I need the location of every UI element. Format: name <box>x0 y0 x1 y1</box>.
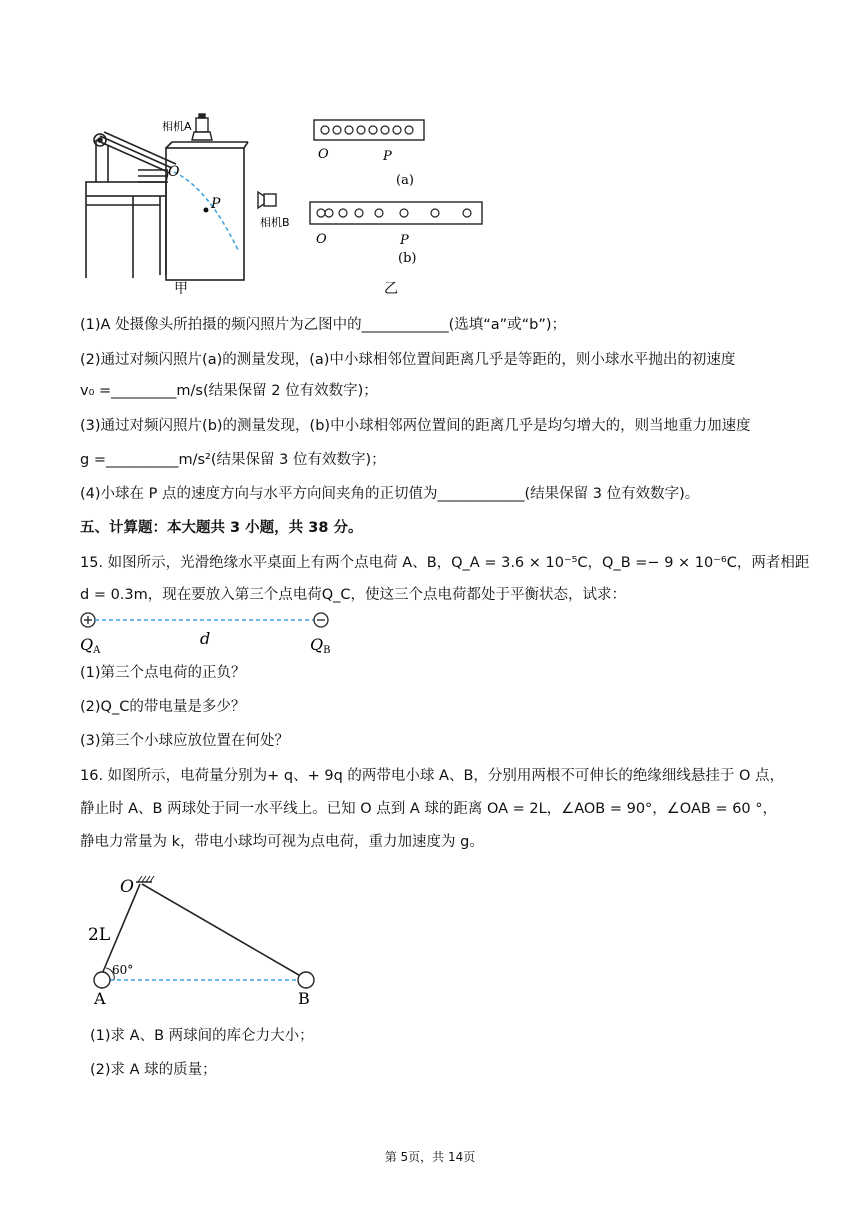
svg-text:A: A <box>94 989 106 1008</box>
figure-projectile-apparatus <box>78 110 498 300</box>
section-heading: 五、计算题：本大题共 3 小题，共 38 分。 <box>80 520 363 536</box>
q16-part2: (2)求 A 球的质量； <box>90 1062 217 1078</box>
page-number: 第 5页，共 14页 <box>384 1150 476 1164</box>
camera-a-label: 相机A <box>162 120 192 133</box>
svg-text:60°: 60° <box>112 963 134 977</box>
q14-part4: (4)小球在 P 点的速度方向与水平方向间夹角的正切值为____________(结果保留 3 位有效数字)。 <box>80 486 700 502</box>
svg-text:相机B: 相机B <box>260 216 290 229</box>
q15-line1: 15. 如图所示，光滑绝缘水平桌面上有两个点电荷 A、B，Q_A = 3.6 × 10⁻⁵C，Q_B =− 9 × 10⁻⁶C，两者相距 <box>80 555 810 571</box>
q14-part2-line2: v₀ =_________m/s(结果保留 2 位有效数字)； <box>80 383 378 399</box>
svg-text:乙: 乙 <box>384 281 398 297</box>
svg-text:P: P <box>211 196 221 212</box>
camera-b-icon <box>258 192 276 208</box>
svg-text:O: O <box>120 877 134 897</box>
figure-suspended-balls <box>84 868 324 1010</box>
svg-text:P: P <box>400 233 409 248</box>
svg-text:O: O <box>168 164 180 180</box>
q15-part1: (1)第三个点电荷的正负？ <box>80 665 246 681</box>
q14-part1: (1)A 处摄像头所拍摄的频闪照片为乙图中的____________(选填“a”或“b”)； <box>80 317 567 333</box>
q15-line2: d = 0.3m，现在要放入第三个点电荷Q_C，使这三个点电荷都处于平衡状态，试求： <box>80 587 627 603</box>
q16-line2: 静止时 A、B 两球处于同一水平线上。已知 O 点到 A 球的距离 OA = 2L，∠AOB = 90°，∠OAB = 60 °， <box>80 801 778 817</box>
svg-text:d: d <box>200 629 211 648</box>
camera-a-icon <box>192 114 212 140</box>
svg-text:甲: 甲 <box>174 281 188 297</box>
svg-text:O: O <box>318 147 329 162</box>
svg-text:QB: QB <box>310 635 331 656</box>
q16-line3: 静电力常量为 k，带电小球均可视为点电荷，重力加速度为 g。 <box>80 834 484 850</box>
svg-text:P: P <box>383 149 392 164</box>
q16-part1: (1)求 A、B 两球间的库仑力大小； <box>90 1028 314 1044</box>
svg-text:2L: 2L <box>88 925 111 945</box>
q15-part2: (2)Q_C的带电量是多少？ <box>80 699 246 715</box>
svg-text:B: B <box>298 989 310 1008</box>
svg-text:QA: QA <box>80 635 101 656</box>
q15-part3: (3)第三个小球应放位置在何处？ <box>80 733 290 749</box>
q14-part3-line2: g =__________m/s²(结果保留 3 位有效数字)； <box>80 452 386 468</box>
figure-two-charges <box>76 608 346 658</box>
q16-line1: 16. 如图所示，电荷量分别为+ q、+ 9q 的两带电小球 A、B，分别用两根不可伸长的绝缘细线悬挂于 O 点， <box>80 768 785 784</box>
svg-text:(a): (a) <box>396 173 414 188</box>
svg-text:O: O <box>316 232 327 247</box>
q14-part3-line1: (3)通过对频闪照片(b)的测量发现，(b)中小球相邻两位置间的距离几乎是均匀增大的，则当地重力加速度 <box>80 418 751 434</box>
svg-text:(b): (b) <box>398 251 417 266</box>
q14-part2-line1: (2)通过对频闪照片(a)的测量发现，(a)中小球相邻位置间距离几乎是等距的，则小球水平抛出的初速度 <box>80 352 736 368</box>
